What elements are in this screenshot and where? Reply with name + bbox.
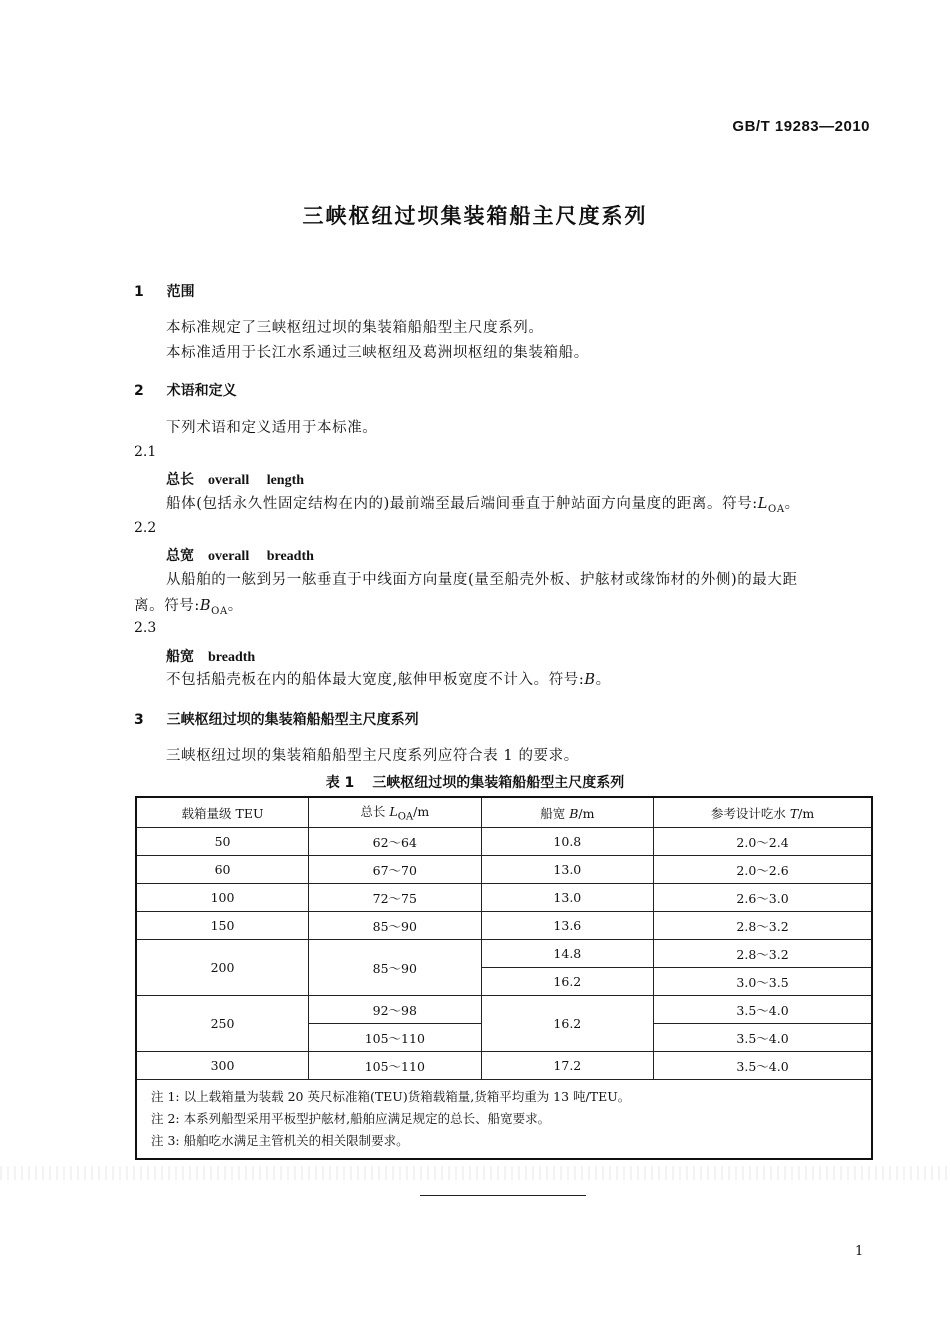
table-row-150 [136,912,872,940]
section-1-paragraph-2: 本标准适用于长江水系通过三峡枢纽及葛洲坝枢纽的集装箱船。 [166,345,589,361]
term-breadth [166,646,255,666]
symbol-loa-subscript: OA [768,503,785,515]
symbol-boa-subscript: OA [211,605,228,617]
table-1-caption [0,772,950,792]
term-2-3-cn: 船宽 [166,649,194,665]
header-loa-label: 总长 [360,804,390,820]
header-breadth-label: 船宽 [540,805,570,821]
table-row-50 [136,828,872,856]
term-overall-length [166,469,304,489]
table-row-100 [136,884,872,912]
section-1-paragraph-1: 本标准规定了三峡枢纽过坝的集装箱船船型主尺度系列。 [166,320,544,336]
section-2-number: 2 [134,383,144,399]
section-1-title: 范围 [166,284,195,300]
definition-2-2-text: 离。符号: [134,598,200,614]
cell-breadth: 13.6 [481,912,654,940]
header-breadth-unit: /m [578,805,595,821]
term-2-2-en: overall breadth [208,549,314,564]
section-3-number: 3 [134,712,144,728]
cell-loa: 92～98 [309,996,482,1024]
cell-draft: 3.5～4.0 [654,996,872,1024]
table-notes [136,1080,872,1160]
header-breadth [481,797,654,828]
table-note-1: 注 1: 以上载箱量为装载 20 英尺标准箱(TEU)货箱载箱量,货箱平均重为 13 吨/TEU。 [151,1089,631,1104]
definition-2-2-line-1: 从船舶的一舷到另一舷垂直于中线面方向量度(量至船壳外板、护舷材或缘饰材的外侧)的最大距 [166,572,798,588]
end-rule [420,1195,586,1196]
table-row-300 [136,1052,872,1080]
header-draft-label: 参考设计吃水 [710,805,790,821]
term-2-2-cn: 总宽 [166,548,194,564]
section-3-intro: 三峡枢纽过坝的集装箱船船型主尺度系列应符合表 1 的要求。 [166,748,579,764]
cell-loa: 62～64 [309,828,482,856]
definition-2-1 [166,492,800,522]
cell-breadth: 10.8 [481,828,654,856]
cell-breadth: 16.2 [481,968,654,996]
cell-teu: 250 [136,996,309,1052]
document-title: 三峡枢纽过坝集装箱船主尺度系列 [302,204,648,228]
symbol-loa: L [757,496,769,512]
term-2-3-en: breadth [208,650,256,665]
cell-loa: 105～110 [309,1024,482,1052]
clause-2-3-number: 2.3 [134,620,157,636]
definition-2-2-end: 。 [227,598,243,614]
cell-teu: 100 [136,884,309,912]
cell-loa: 67～70 [309,856,482,884]
cell-teu: 50 [136,828,309,856]
cell-loa: 105～110 [309,1052,482,1080]
cell-draft: 3.5～4.0 [654,1024,872,1052]
header-draft-symbol: T [789,805,799,821]
table-1-caption-number: 表 1 [325,775,355,791]
cell-teu: 200 [136,940,309,996]
header-draft [654,797,872,828]
section-2-heading [134,380,237,400]
term-2-1-cn: 总长 [166,472,194,488]
cell-breadth: 13.0 [481,856,654,884]
definition-2-1-text: 船体(包括永久性固定结构在内的)最前端至最后端间垂直于舯站面方向量度的距离。符号: [166,496,758,512]
section-1-heading [134,281,195,301]
symbol-b: B [584,672,596,688]
table-notes-row [136,1080,872,1160]
table-note-2: 注 2: 本系列船型采用平板型护舷材,船舶应满足规定的总长、船宽要求。 [151,1111,551,1126]
section-1-number: 1 [134,284,144,300]
cell-breadth: 14.8 [481,940,654,968]
section-3-title: 三峡枢纽过坝的集装箱船船型主尺度系列 [166,712,419,728]
table-header-row [136,797,872,828]
header-teu: 载箱量级 TEU [136,797,309,828]
section-3-heading [134,709,419,729]
table-note-3: 注 3: 船舶吃水满足主管机关的相关限制要求。 [151,1133,409,1148]
cell-draft: 2.8～3.2 [654,912,872,940]
header-breadth-symbol: B [569,805,579,821]
header-draft-unit: /m [798,805,815,821]
header-loa [309,797,482,828]
header-loa-unit: /m [413,804,430,820]
cell-breadth: 13.0 [481,884,654,912]
cell-teu: 300 [136,1052,309,1080]
page-number: 1 [855,1244,864,1259]
header-loa-subscript: OA [397,811,414,823]
cell-loa: 85～90 [309,940,482,996]
cell-draft: 3.0～3.5 [654,968,872,996]
section-2-intro: 下列术语和定义适用于本标准。 [166,420,378,436]
term-overall-breadth [166,545,314,565]
cell-breadth: 16.2 [481,996,654,1052]
clause-2-2-number: 2.2 [134,520,157,536]
cell-draft: 2.6～3.0 [654,884,872,912]
cell-loa: 85～90 [309,912,482,940]
definition-2-1-end: 。 [784,496,800,512]
clause-2-1-number: 2.1 [134,444,157,460]
header-loa-symbol: L [389,804,398,820]
definition-2-3-text: 不包括船壳板在内的船体最大宽度,舷伸甲板宽度不计入。符号: [166,672,585,688]
main-dimensions-table [135,796,873,1160]
symbol-boa: B [199,598,212,614]
standard-number: GB/T 19283—2010 [732,118,870,135]
cell-draft: 2.8～3.2 [654,940,872,968]
table-row-200a [136,940,872,968]
cell-teu: 60 [136,856,309,884]
table-row-60 [136,856,872,884]
definition-2-3-end: 。 [595,672,611,688]
cell-draft: 2.0～2.4 [654,828,872,856]
term-2-1-en: overall length [208,473,305,488]
cell-breadth: 17.2 [481,1052,654,1080]
scan-noise [0,1166,950,1180]
cell-loa: 72～75 [309,884,482,912]
table-row-250a [136,996,872,1024]
section-2-title: 术语和定义 [166,383,237,399]
cell-teu: 150 [136,912,309,940]
table-1-caption-title: 三峡枢纽过坝的集装箱船船型主尺度系列 [372,775,625,791]
definition-2-3 [166,668,611,693]
cell-draft: 3.5～4.0 [654,1052,872,1080]
cell-draft: 2.0～2.6 [654,856,872,884]
